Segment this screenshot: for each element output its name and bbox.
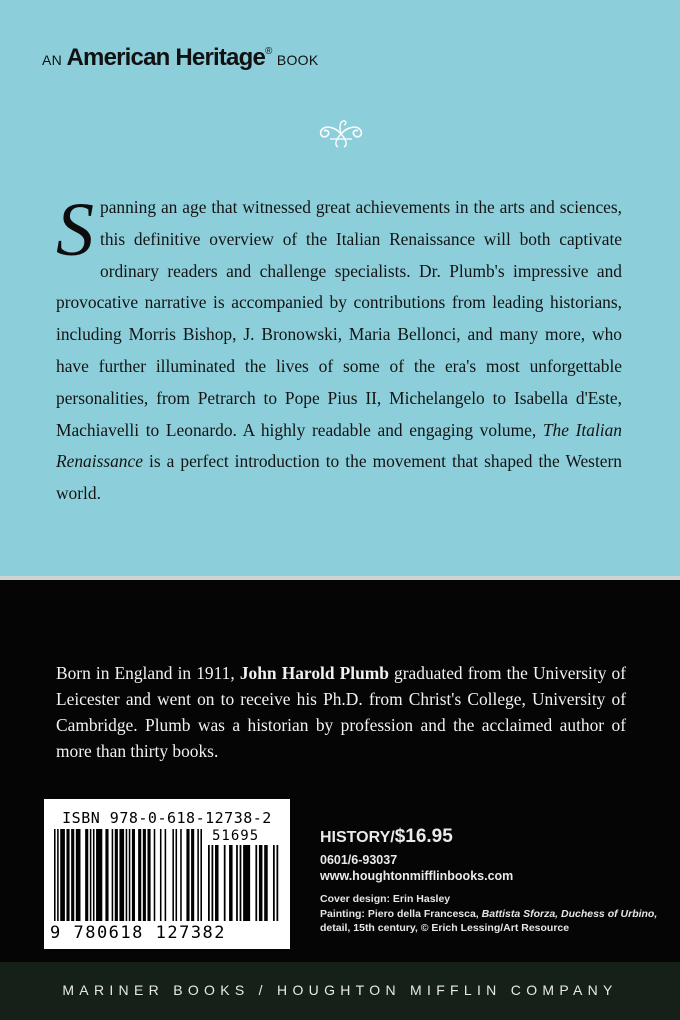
barcode-bar — [229, 845, 233, 921]
painting-prefix: Painting: Piero della Francesca, — [320, 907, 479, 920]
barcode-bar — [93, 829, 95, 921]
ean-number: 9 780618 127382 — [50, 923, 227, 943]
painting-detail: detail, 15th century, © Erich Lessing/Art Resource — [320, 922, 570, 934]
price-info — [320, 826, 513, 883]
barcode-bar — [264, 845, 268, 921]
barcode-bar — [212, 845, 214, 921]
brand-suffix: BOOK — [276, 52, 319, 68]
barcode-bar — [215, 845, 219, 921]
barcode-bar — [255, 845, 257, 921]
barcode-bar — [172, 829, 174, 921]
barcode-bar — [112, 829, 114, 921]
barcode — [44, 799, 290, 949]
supplement-number: 51695 — [212, 828, 260, 844]
barcode-bar — [54, 829, 56, 921]
barcode-bar — [143, 829, 146, 921]
bio-text-start: Born in England in 1911, — [56, 663, 235, 683]
barcode-bar — [90, 829, 92, 921]
drop-cap: S — [56, 188, 94, 272]
barcode-bar — [71, 829, 74, 921]
cover-design-credit: Cover design: Erin Hasley — [320, 893, 451, 905]
barcode-bar — [85, 829, 88, 921]
flourish-icon — [316, 117, 366, 151]
barcode-bar — [126, 829, 128, 921]
barcode-bar — [165, 829, 167, 921]
author-name: John Harold Plumb — [239, 663, 389, 683]
book-description — [56, 188, 622, 510]
barcode-bar — [160, 829, 162, 921]
barcode-bar — [180, 829, 182, 921]
barcode-bar — [115, 829, 118, 921]
isbn: ISBN 978-0-618-12738-2 — [62, 809, 272, 827]
description-text-end: is a perfect introduction to the movement that shaped the Western world. — [56, 451, 622, 504]
barcode-bar — [276, 845, 278, 921]
category: HISTORY/ — [320, 829, 395, 846]
barcode-bar — [119, 829, 124, 921]
barcode-bar — [191, 829, 194, 921]
barcode-bar — [197, 829, 199, 921]
barcode-bar — [96, 829, 102, 921]
barcode-bar — [129, 829, 131, 921]
bio-text-end: graduated from the University of Leicester and went on to receive his Ph.D. from Christ's College, University of Cambridge. Plumb was a historian by profession and the acclaimed author of more than thirty books. — [56, 663, 627, 761]
brand-name: American Heritage — [66, 44, 266, 71]
barcode-bar — [76, 829, 81, 921]
product-code: 0601/6-93037 — [320, 853, 398, 867]
barcode-bar — [147, 829, 150, 921]
barcode-bar — [138, 829, 141, 921]
barcode-bar — [240, 845, 242, 921]
publisher-url: www.houghtonmifflinbooks.com — [320, 869, 514, 883]
brand-prefix: AN — [42, 52, 63, 68]
author-bio — [56, 660, 626, 764]
credits — [320, 892, 657, 936]
book-title-italic: The Italian Renaissance — [56, 419, 622, 472]
barcode-bars — [54, 829, 202, 921]
barcode-bar — [154, 829, 156, 921]
barcode-bar — [243, 845, 250, 921]
barcode-bar — [224, 845, 226, 921]
publisher-line: MARINER BOOKS / HOUGHTON MIFFLIN COMPANY — [62, 982, 618, 998]
barcode-bar — [66, 829, 69, 921]
supplement-bars — [208, 845, 280, 921]
barcode-bar — [273, 845, 275, 921]
price: $16.95 — [394, 826, 453, 847]
barcode-bar — [57, 829, 59, 921]
painting-title: Battista Sforza, Duchess of Urbino, — [481, 907, 658, 920]
registered-mark: ® — [265, 46, 273, 57]
barcode-bar — [60, 829, 65, 921]
barcode-bar — [176, 829, 178, 921]
brand-line — [42, 44, 319, 72]
barcode-bar — [236, 845, 238, 921]
barcode-bar — [208, 845, 210, 921]
barcode-bar — [259, 845, 263, 921]
painting-credit — [320, 907, 657, 922]
description-text: panning an age that witnessed great achievements in the arts and sciences, this definitive overview of the Italian Renaissance will both captivate ordinary readers and challenge specialists. Dr. Plumb's impressive and provocative narrative is accompanied by contributions from leading historians, including Morris Bishop, J. Bronowski, Maria Bellonci, and many more, who have further illuminated the lives of some of the era's most unforgettable personalities, from Petrarch to Pope Pius II, Michelangelo to Isabella d'Este, Machiavelli to Leonardo. A highly readable and engaging volume, — [56, 197, 622, 440]
category-price — [320, 826, 513, 848]
barcode-bar — [105, 829, 108, 921]
barcode-bar — [186, 829, 189, 921]
barcode-bar — [200, 829, 202, 921]
barcode-bar — [132, 829, 135, 921]
